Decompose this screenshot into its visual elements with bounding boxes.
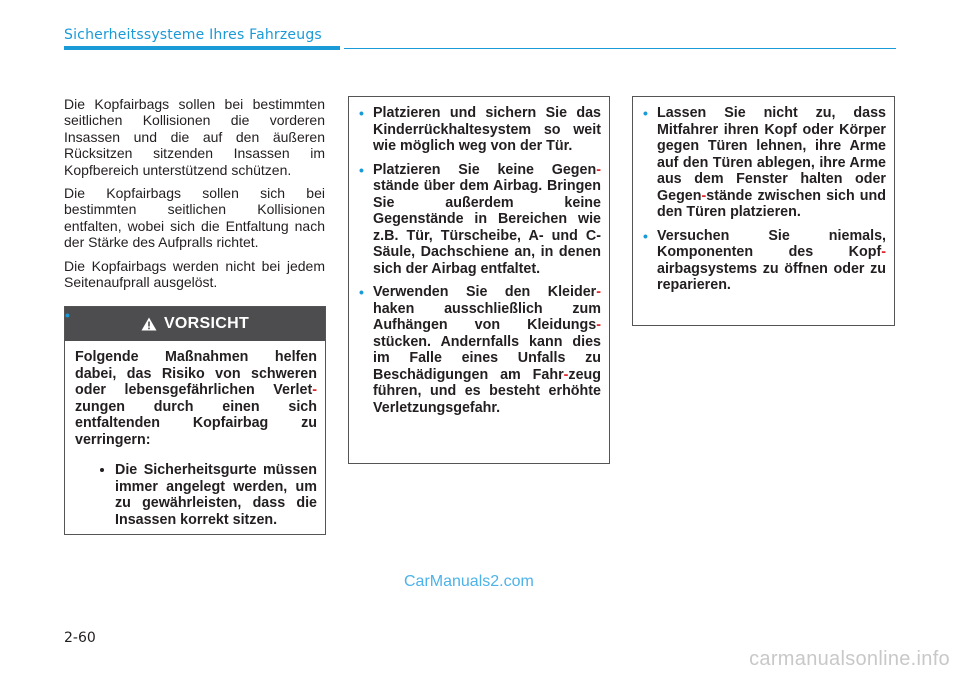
watermark-link[interactable]: CarManuals2.com: [404, 573, 534, 590]
bullet-icon: • •: [65, 307, 70, 323]
header-rule-thin: [344, 48, 896, 49]
bullet-icon: •: [643, 227, 648, 244]
paragraph: Die Kopfairbags werden nicht bei jedem Seitenaufprall ausgelöst.: [64, 257, 325, 291]
warning-triangle-icon: [141, 317, 157, 331]
caution-box-continued: [348, 96, 610, 464]
bullet-icon: •: [643, 105, 648, 121]
caution-box-continued: [632, 96, 895, 326]
list-item: • • Die Sicherheitsgurte müssen immer angelegt werden, um zu gewährleisten, dass die Insassen korrekt sitzen.: [115, 462, 317, 528]
paragraph: Die Kopfairbags sollen bei bestimmten seitlichen Kollisionen die vorderen Insassen und die auf den äußeren Rücksitzen sitzenden Insassen im Kopfbereich unterstützend schützen.: [64, 96, 325, 178]
body-text-column: [64, 96, 325, 297]
bullet-icon: •: [359, 105, 364, 121]
caution-box: [64, 306, 326, 535]
list-item: • Platzieren Sie keine Gegen-stände über dem Airbag. Bringen Sie außerdem keine Gegenstände in Bereichen wie z.B. Tür, Türscheibe, A- und C-Säule, Dachschiene an, in denen sich der Airbag entfaltet.: [359, 161, 601, 277]
paragraph: Die Kopfairbags sollen sich bei bestimmten seitlichen Kollisionen entfalten, wobei sich die Entfaltung nach der Stärke des Aufpralls richtet.: [64, 185, 325, 251]
bullet-icon: •: [359, 161, 364, 178]
caution-header: [65, 307, 325, 341]
caution-label: VORSICHT: [163, 315, 250, 332]
page-number: 2-60: [64, 630, 96, 646]
caution-intro: Folgende Maßnahmen helfen dabei, das Risiko von schweren oder lebensgefährlichen Verlet-zungen durch einen sich entfaltenden Kopfairbag zu verringern:: [75, 349, 317, 448]
list-item: • Platzieren und sichern Sie das Kinderrückhaltesystem so weit wie möglich weg von der Tür.: [359, 105, 601, 154]
list-item: • Verwenden Sie den Kleider-haken ausschließlich zum Aufhängen von Kleidungs-stücken. Andernfalls kann dies im Falle eines Unfalls zu Beschädigungen am Fahr-zeug führen, und es besteht erhöhte Verletzungsgefahr.: [359, 284, 601, 416]
footer-watermark: carmanualsonline.info: [749, 648, 950, 670]
list-item: • Versuchen Sie niemals, Komponenten des Kopf-airbagsystems zu öffnen oder zu reparieren.: [643, 227, 886, 293]
section-title: Sicherheitssysteme Ihres Fahrzeugs: [64, 27, 322, 43]
header-rule-thick: [64, 46, 340, 50]
list-item: • Lassen Sie nicht zu, dass Mitfahrer ihren Kopf oder Körper gegen Türen lehnen, ihre Arme auf den Türen ablegen, ihre Arme aus dem Fenster halten oder Gegen-stände zwischen sich und den Türen platzieren.: [643, 105, 886, 220]
bullet-icon: •: [359, 284, 364, 300]
